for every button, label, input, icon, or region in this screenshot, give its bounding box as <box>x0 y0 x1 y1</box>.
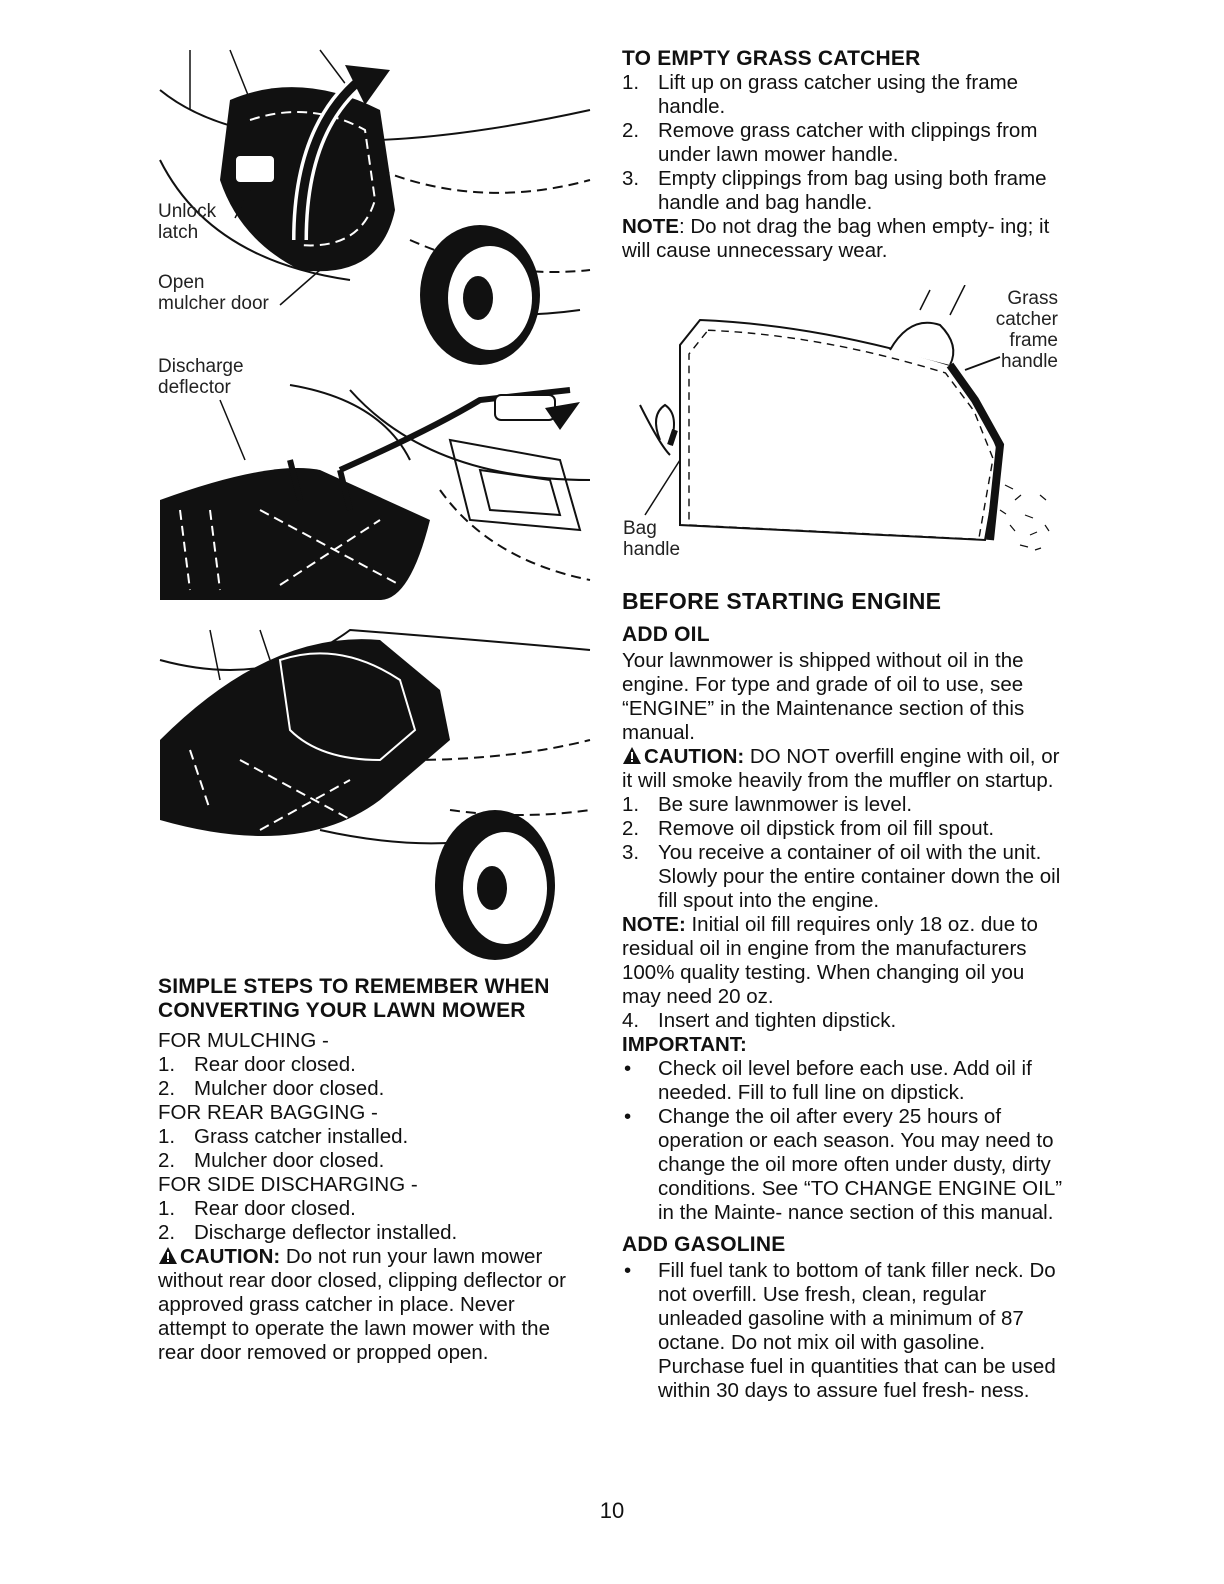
list-item: 4. Insert and tighten dipstick. <box>622 1009 897 1032</box>
important-label: IMPORTANT: <box>622 1033 747 1056</box>
before-starting-heading: BEFORE STARTING ENGINE <box>622 588 942 614</box>
rear-bagging-list <box>158 1125 588 1173</box>
add-oil-body <box>622 649 1067 1225</box>
mulching-title: FOR MULCHING - <box>158 1029 329 1052</box>
list-item: 1. Rear door closed. <box>158 1197 356 1220</box>
converting-heading-line1: SIMPLE STEPS TO REMEMBER WHEN <box>158 975 550 998</box>
note-label: NOTE <box>622 215 679 238</box>
list-item: 2. Mulcher door closed. <box>158 1077 385 1100</box>
label-discharge-deflector: Discharge deflector <box>158 356 244 398</box>
list-item: 3. Empty clippings from bag using both frame handle and bag handle. <box>622 167 1047 214</box>
page-number: 10 <box>599 1498 625 1523</box>
mulcher-door-illustration <box>150 40 600 970</box>
gasoline-list <box>622 1259 1067 1403</box>
oil-caution <box>622 745 1067 793</box>
side-discharging-title: FOR SIDE DISCHARGING - <box>158 1173 418 1196</box>
add-oil-heading: ADD OIL <box>622 623 710 646</box>
list-item: 2. Discharge deflector installed. <box>158 1221 458 1244</box>
left-text-column <box>158 975 588 1365</box>
list-item: 2. Remove grass catcher with clippings from under lawn mower handle. <box>622 119 1038 166</box>
caution-label: CAUTION: <box>180 1245 281 1268</box>
converting-heading <box>158 975 588 1023</box>
list-item: • Fill fuel tank to bottom of tank filler neck. Do not overfill. Use fresh, clean, regular unleaded gasoline with a minimum of 87 octane. Do not mix oil with gasoline. Purchase fuel in quantities that can be used within 30 days to assure fuel fresh- ness. <box>624 1259 1056 1402</box>
list-item: • Change the oil after every 25 hours of operation or each season. You may need to change the oil more often under dusty, dirty conditions. See “TO CHANGE ENGINE OIL” in the Mainte- nance section of this manual. <box>624 1105 1063 1224</box>
list-item: 3. You receive a container of oil with the unit. Slowly pour the entire container down the oil fill spout into the engine. <box>622 841 1061 912</box>
label-grass-catcher-frame-handle: Grass catcher frame handle <box>995 288 1058 372</box>
warning-triangle-icon <box>158 1246 178 1265</box>
note-text: : Do not drag the bag when empty- ing; it will cause unnecessary wear. <box>622 215 1050 262</box>
caution-label: CAUTION: <box>644 745 745 768</box>
mulching-list <box>158 1053 588 1101</box>
important-list <box>622 1057 1067 1225</box>
caution-text: Do not run your lawn mower without rear door closed, clipping deflector or approved grass catcher in place. Never attempt to operate the lawn mower with the rear door removed or propped open. <box>158 1245 566 1364</box>
note-text: Initial oil fill requires only 18 oz. due to residual oil in engine from the manufacturers 100% quality testing. When changing oil you may need 20 oz. <box>622 913 1038 1008</box>
list-item: 1. Grass catcher installed. <box>158 1125 409 1148</box>
note-oil-fill <box>622 913 1067 1009</box>
caution-text: DO NOT overfill engine with oil, or it will smoke heavily from the muffler on startup. <box>622 745 1060 792</box>
oil-intro: Your lawnmower is shipped without oil in the engine. For type and grade of oil to use, see “ENGINE” in the Maintenance section of this manual. <box>622 649 1025 744</box>
list-item: • Check oil level before each use. Add oil if needed. Fill to full line on dipstick. <box>624 1057 1032 1104</box>
empty-catcher-body <box>622 71 1067 263</box>
label-unlock-latch: Unlock latch <box>158 201 217 243</box>
list-item: 1. Lift up on grass catcher using the frame handle. <box>622 71 1019 118</box>
mower-drawing <box>150 40 600 970</box>
warning-triangle-icon <box>622 746 642 765</box>
list-item: 1. Be sure lawnmower is level. <box>622 793 913 816</box>
note-label: NOTE: <box>622 913 686 936</box>
oil-step4-list <box>622 1009 1067 1033</box>
converting-heading-line2: CONVERTING YOUR LAWN MOWER <box>158 999 526 1022</box>
oil-steps-list <box>622 793 1067 913</box>
side-discharging-list <box>158 1197 588 1245</box>
note-drag <box>622 215 1067 263</box>
list-item: 2. Remove oil dipstick from oil fill spout. <box>622 817 995 840</box>
add-gasoline-heading: ADD GASOLINE <box>622 1233 786 1256</box>
empty-steps-list <box>622 71 1067 215</box>
left-caution <box>158 1245 588 1365</box>
label-bag-handle: Bag handle <box>623 518 681 560</box>
rear-bagging-title: FOR REAR BAGGING - <box>158 1101 378 1124</box>
label-open-mulcher-door: Open mulcher door <box>158 272 269 314</box>
conversion-steps <box>158 1029 588 1365</box>
add-gasoline-body <box>622 1259 1067 1403</box>
right-text-bottom <box>622 587 1067 1403</box>
list-item: 1. Rear door closed. <box>158 1053 356 1076</box>
list-item: 2. Mulcher door closed. <box>158 1149 385 1172</box>
empty-catcher-heading: TO EMPTY GRASS CATCHER <box>622 47 921 70</box>
right-text-top <box>622 47 1067 263</box>
